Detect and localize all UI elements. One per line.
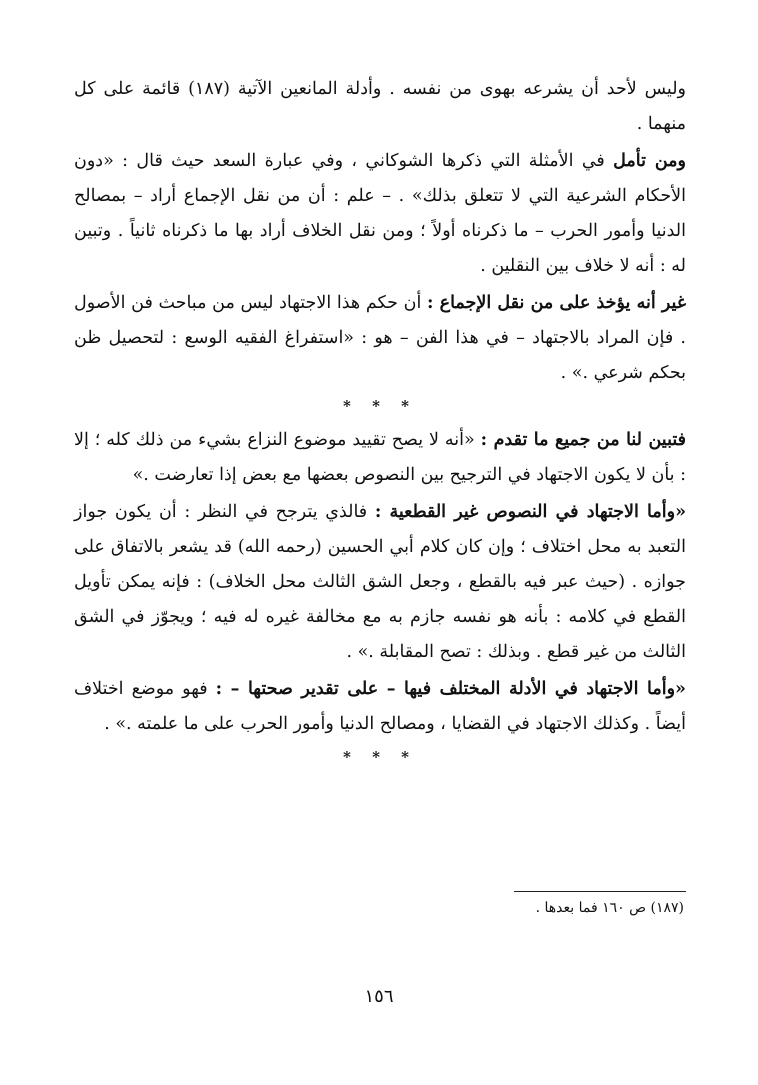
paragraph-4-lead: فتبين لنا من جميع ما تقدم :: [480, 430, 686, 450]
paragraph-6: [74, 672, 686, 742]
paragraph-1: [74, 72, 686, 142]
paragraph-5-text: فالذي يترجح في النظر : أن يكون جواز التعبد به محل اختلاف ؛ وإن كان كلام أبي الحسين (رحمه الله) قد يشعر بالاتفاق على جوازه . (حيث عبر فيه بالقطع ، وجعل الشق الثالث محل الخلاف) : فإنه يمكن تأويل القطع في كلامه : بأنه هو نفسه جازم به مع مخالفة غيره له فيه ؛ ويجوّز في الشق الثالث من غير قطع . وبذلك : تصح المقابلة .» .: [74, 502, 686, 662]
section-separator: * * *: [343, 397, 417, 415]
paragraph-5: [74, 495, 686, 670]
paragraph-4-text: «أنه لا يصح تقييد موضوع النزاع بشيء من ذلك كله ؛ إلا : بأن لا يكون الاجتهاد في الترجيح بين النصوص بعضها مع بعض إذا تعارضت .»: [74, 430, 686, 485]
section-separator-2: * * *: [343, 748, 417, 766]
paragraph-4: [74, 423, 686, 493]
paragraph-2: [74, 144, 686, 284]
paragraph-3-lead: غير أنه يؤخذ على من نقل الإجماع :: [427, 293, 686, 313]
page-number: ١٥٦: [364, 986, 394, 1007]
paragraph-6-text: فهو موضع اختلاف أيضاً . وكذلك الاجتهاد في القضايا ، ومصالح الدنيا وأمور الحرب على ما علمته .» .: [74, 679, 686, 734]
paragraph-3: [74, 286, 686, 391]
paragraph-2-lead: ومن تأمل: [613, 151, 686, 171]
paragraph-2-text: في الأمثلة التي ذكرها الشوكاني ، وفي عبارة السعد حيث قال : «دون الأحكام الشرعية التي لا تتعلق بذلك» . – علم : أن من نقل الإجماع أراد – بمصالح الدنيا وأمور الحرب – ما ذكرناه أولاً ؛ ومن نقل الخلاف أراد بها ما ذكرناه ثانياً . وتبين له : أنه لا خلاف بين النقلين .: [74, 151, 686, 276]
paragraph-5-lead: «وأما الاجتهاد في النصوص غير القطعية :: [374, 502, 687, 522]
paragraph-6-lead: «وأما الاجتهاد في الأدلة المختلف فيها – على تقدير صحتها – :: [215, 679, 686, 699]
footnote-divider: [514, 891, 686, 892]
paragraph-1-text: وليس لأحد أن يشرعه بهوى من نفسه . وأدلة المانعين الآتية (١٨٧) قائمة على كل منهما .: [74, 79, 686, 134]
paragraph-3-text: أن حكم هذا الاجتهاد ليس من مباحث فن الأصول . فإن المراد بالاجتهاد – في هذا الفن – هو : «استفراغ الفقيه الوسع : لتحصيل ظن بحكم شرعي .» .: [74, 293, 686, 383]
footnote: (١٨٧) ص ١٦٠ فما بعدها .: [535, 900, 684, 916]
